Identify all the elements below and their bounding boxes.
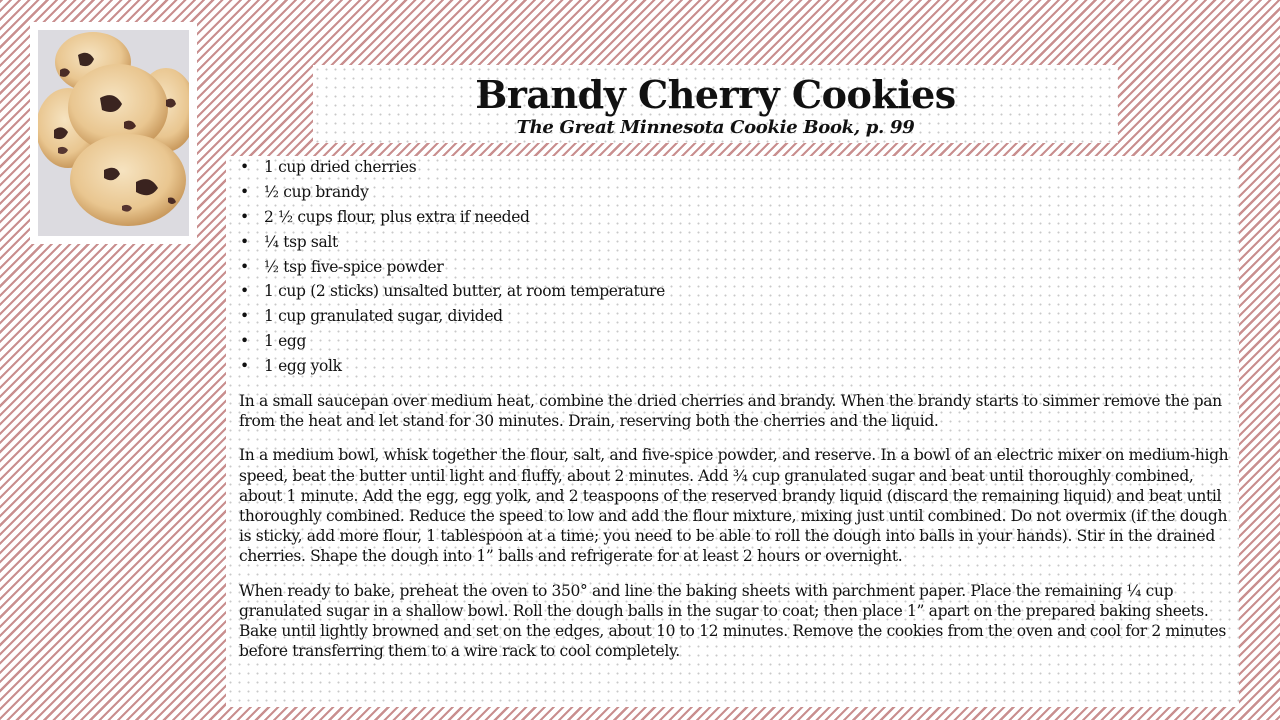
ingredient-item: • 2 ½ cups flour, plus extra if needed <box>239 208 1233 233</box>
instruction-paragraph: When ready to bake, preheat the oven to 350° and line the baking sheets with parchment paper. Place the remaining ¼ cup granulated sugar in a shallow bowl. Roll the dough balls in the sugar to coat; then place 1” apart on the prepared baking sheets. Bake until lightly browned and set on the edges, about 10 to 12 minutes. Remove the cookies from the oven and cool for 2 minutes before transferring them to a wire rack to cool completely. <box>239 581 1226 661</box>
ingredient-item: • ¼ tsp salt <box>239 233 1233 258</box>
cookies-photo <box>38 30 189 236</box>
ingredient-item: • ½ cup brandy <box>239 183 1233 208</box>
instruction-paragraph: In a small saucepan over medium heat, combine the dried cherries and brandy. When the brandy starts to simmer remove the pan from the heat and let stand for 30 minutes. Drain, reserving both the cherries and the liquid. <box>239 392 1222 431</box>
instruction-paragraph: In a medium bowl, whisk together the flour, salt, and five-spice powder, and reserve. In a bowl of an electric mixer on medium-high speed, beat the butter until light and fluffy, about 2 minutes. Add ¾ cup granulated sugar and beat until thoroughly combined, about 1 minute. Add the egg, egg yolk, and 2 teaspoons of the reserved brandy liquid (discard the remaining liquid) and beat until thoroughly combined. Reduce the speed to low and add the flour mixture, mixing just until combined. Do not overmix (if the dough is sticky, add more flour, 1 tablespoon at a time; you need to be able to roll the dough into balls in your hands). Stir in the drained cherries. Shape the dough into 1” balls and refrigerate for at least 2 hours or overnight. <box>239 446 1229 566</box>
recipe-body <box>226 156 1239 707</box>
ingredient-item: • 1 egg yolk <box>239 357 1233 382</box>
ingredient-item: • 1 cup dried cherries <box>239 158 1233 183</box>
ingredient-list <box>239 158 1233 382</box>
ingredient-item: • 1 egg <box>239 332 1233 357</box>
title-panel <box>313 65 1118 143</box>
recipe-source: The Great Minnesota Cookie Book, p. 99 <box>516 117 915 138</box>
ingredient-item: • 1 cup granulated sugar, divided <box>239 307 1233 332</box>
photo-frame <box>30 22 197 244</box>
recipe-title: Brandy Cherry Cookies <box>475 72 956 117</box>
cookies-illustration <box>38 30 189 236</box>
ingredient-item: • 1 cup (2 sticks) unsalted butter, at room temperature <box>239 282 1233 307</box>
ingredient-item: • ½ tsp five-spice powder <box>239 258 1233 283</box>
